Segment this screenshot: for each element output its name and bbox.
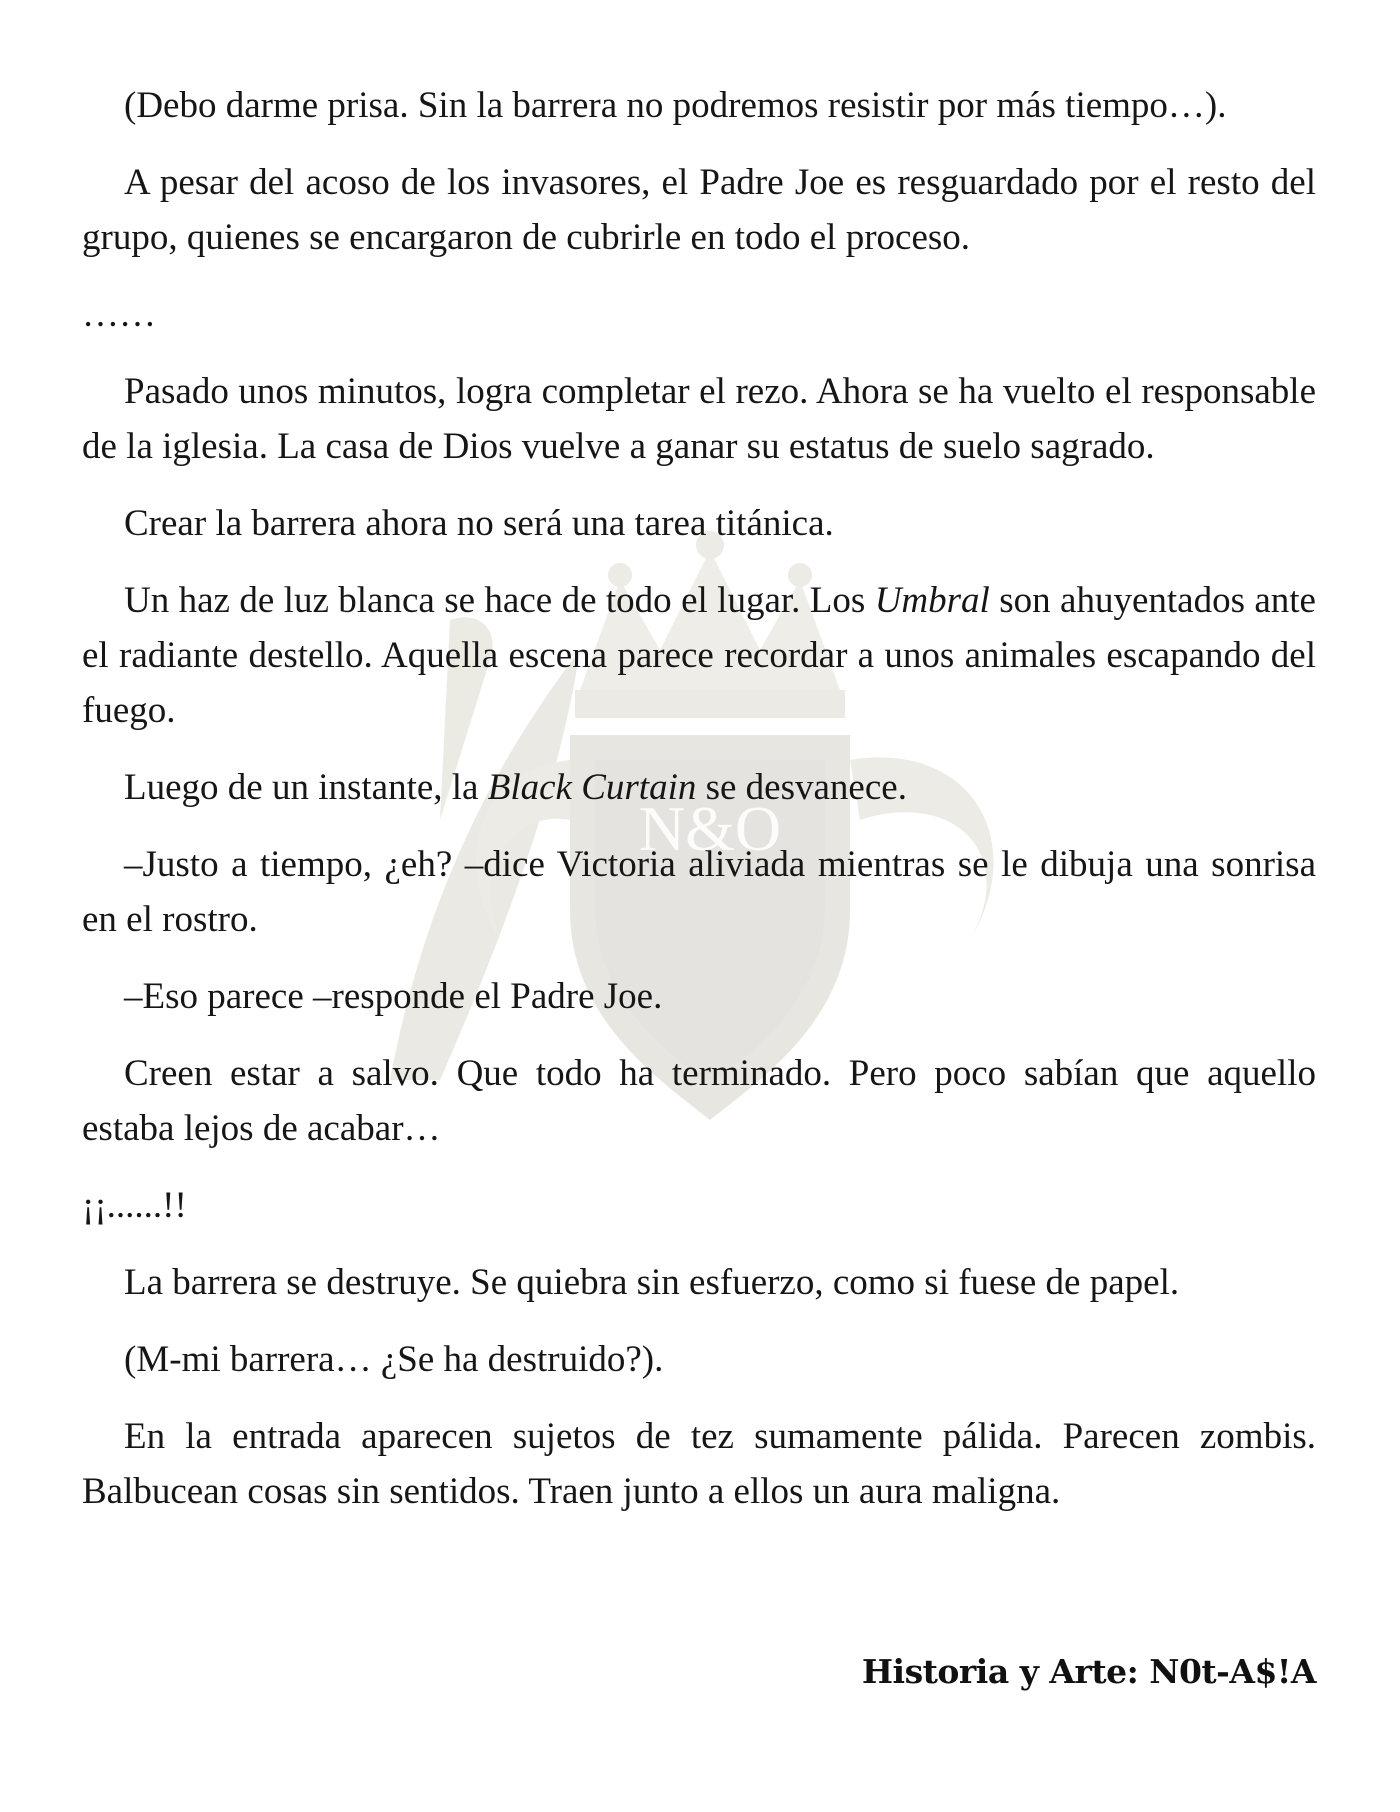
- paragraph: A pesar del acoso de los invasores, el Padre Joe es resguardado por el resto del grupo, quienes se encargaron de cubrirle en todo el proceso.: [82, 162, 1316, 258]
- paragraph: [82, 573, 1316, 738]
- paragraph: Pasado unos minutos, logra completar el rezo. Ahora se ha vuelto el responsable de la iglesia. La casa de Dios vuelve a ganar su estatus de suelo sagrado.: [82, 371, 1316, 467]
- italic-term: Black Curtain: [487, 767, 697, 808]
- paragraph: [82, 760, 1316, 815]
- paragraph: En la entrada aparecen sujetos de tez sumamente pálida. Parecen zombis. Balbucean cosas sin sentidos. Traen junto a ellos un aura maligna.: [82, 1416, 1316, 1512]
- author-credit: Historia y Arte: N0t-A$!A: [861, 1652, 1316, 1691]
- paragraph-text: Un haz de luz blanca se hace de todo el lugar. Los: [124, 580, 875, 621]
- paragraph-text: son ahuyentados ante el radiante destello. Aquella escena parece recordar a unos animales escapando del fuego.: [82, 580, 1316, 731]
- paragraph-text: Luego de un instante, la: [124, 767, 488, 808]
- dialogue-line: –Eso parece –responde el Padre Joe.: [124, 976, 663, 1017]
- paragraph-text: se desvanece.: [696, 767, 907, 808]
- ellipsis-break: ……: [82, 294, 156, 335]
- paragraph: La barrera se destruye. Se quiebra sin esfuerzo, como si fuese de papel.: [124, 1262, 1180, 1303]
- dialogue-line: –Justo a tiempo, ¿eh? –dice Victoria aliviada mientras se le dibuja una sonrisa en el rostro.: [82, 844, 1316, 940]
- paragraph: Creen estar a salvo. Que todo ha terminado. Pero poco sabían que aquello estaba lejos de acabar…: [82, 1053, 1316, 1149]
- exclamation-break: ¡¡......!!: [82, 1185, 187, 1226]
- document-page: [82, 78, 1316, 1541]
- paragraph: Crear la barrera ahora no será una tarea titánica.: [124, 503, 834, 544]
- italic-term: Umbral: [874, 580, 990, 621]
- watermark-text: N&O: [638, 793, 782, 864]
- paragraph: (Debo darme prisa. Sin la barrera no podremos resistir por más tiempo…).: [124, 85, 1227, 126]
- paragraph: (M-mi barrera… ¿Se ha destruido?).: [124, 1339, 664, 1380]
